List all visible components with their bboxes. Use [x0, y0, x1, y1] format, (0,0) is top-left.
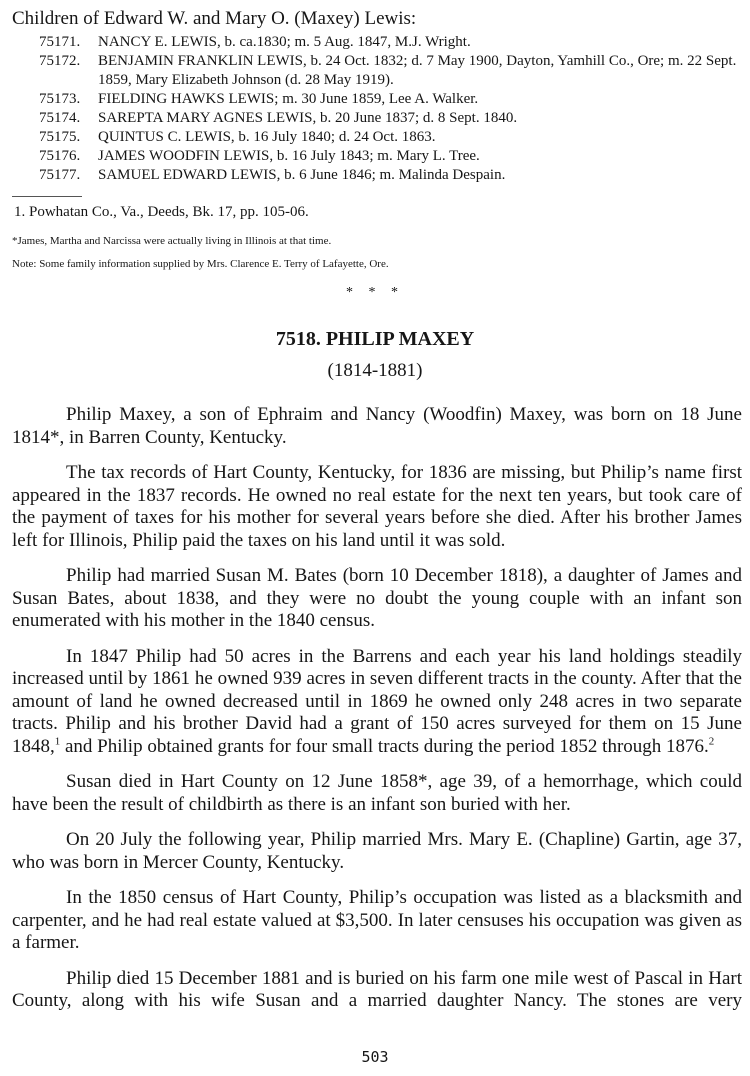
footnote-ref: 2	[708, 735, 715, 748]
paragraph: Susan died in Hart County on 12 June 1858*, age 39, of a hemorrhage, which could have been the result of childbirth as there is an infant son buried with her.	[12, 771, 742, 815]
footnote: 1. Powhatan Co., Va., Deeds, Bk. 17, pp. 105-06.	[14, 204, 309, 220]
child-text: FIELDING HAWKS LEWIS; m. 30 June 1859, Lee A. Walker.	[98, 91, 479, 107]
paragraph: In the 1850 census of Hart County, Philip’s occupation was listed as a blacksmith and carpenter, and he had real estate valued at $3,500. In later censuses his occupation was given as a farmer.	[12, 887, 742, 953]
child-number: 75176.	[39, 148, 81, 164]
footnote-divider	[12, 196, 82, 197]
child-text: SAREPTA MARY AGNES LEWIS, b. 20 June 1837; d. 8 Sept. 1840.	[98, 110, 518, 126]
section-title: 7518. PHILIP MAXEY	[275, 328, 475, 350]
paragraph: Philip Maxey, a son of Ephraim and Nancy (Woodfin) Maxey, was born on 18 June 1814*, in Barren County, Kentucky.	[12, 404, 742, 448]
paragraph: Philip died 15 December 1881 and is buried on his farm one mile west of Pascal in Hart County, along with his wife Susan and a married daughter Nancy. The stones are very	[12, 967, 742, 1011]
paragraph-text: In 1847 Philip had 50 acres in the Barrens and each year his land holdings steadily increased until by 1861 he owned 939 acres in seven different tracts in the county. After that the amount of land he owned decreased until in 1869 he owned only 248 acres in two separate tracts. Philip and his brother David had a grant of 150 acres surveyed for them on 15 June 1848,	[12, 645, 742, 757]
child-number: 75177.	[39, 167, 81, 183]
illinois-note: *James, Martha and Narcissa were actually living in Illinois at that time.	[12, 235, 332, 247]
biography-body	[12, 404, 742, 1026]
footnote-ref: 1	[54, 735, 61, 748]
source-note: Note: Some family information supplied by Mrs. Clarence E. Terry of Lafayette, Ore.	[12, 258, 389, 270]
child-number: 75174.	[39, 110, 81, 126]
paragraph: On 20 July the following year, Philip married Mrs. Mary E. (Chapline) Gartin, age 37, who was born in Mercer County, Kentucky.	[12, 829, 742, 873]
child-text: BENJAMIN FRANKLIN LEWIS, b. 24 Oct. 1832; d. 7 May 1900, Dayton, Yamhill Co., Ore; m. 22 Sept. 1859, Mary Elizabeth Johnson (d. 28 May 1919).	[98, 53, 737, 88]
child-number: 75173.	[39, 91, 81, 107]
section-separator: * * *	[346, 285, 404, 300]
children-heading: Children of Edward W. and Mary O. (Maxey) Lewis:	[12, 8, 417, 29]
paragraph	[12, 646, 742, 759]
child-text: QUINTUS C. LEWIS, b. 16 July 1840; d. 24 Oct. 1863.	[98, 129, 436, 145]
child-text: SAMUEL EDWARD LEWIS, b. 6 June 1846; m. Malinda Despain.	[98, 167, 506, 183]
child-number: 75171.	[39, 34, 81, 50]
paragraph: Philip had married Susan M. Bates (born 10 December 1818), a daughter of James and Susan Bates, about 1838, and they were no doubt the young couple with an infant son enumerated with his mother in the 1840 census.	[12, 565, 742, 631]
paragraph-text: and Philip obtained grants for four small tracts during the period 1852 through 1876.	[60, 735, 709, 757]
child-text: JAMES WOODFIN LEWIS, b. 16 July 1843; m. Mary L. Tree.	[98, 148, 480, 164]
child-number: 75175.	[39, 129, 81, 145]
section-dates: (1814-1881)	[327, 360, 423, 381]
page-number: 503	[361, 1048, 389, 1066]
child-number: 75172.	[39, 53, 81, 69]
paragraph: The tax records of Hart County, Kentucky, for 1836 are missing, but Philip’s name first appeared in the 1837 records. He owned no real estate for the next ten years, but took care of the payment of taxes for his mother for several years before she died. After his brother James left for Illinois, Philip paid the taxes on his land until it was sold.	[12, 462, 742, 551]
child-text: NANCY E. LEWIS, b. ca.1830; m. 5 Aug. 1847, M.J. Wright.	[98, 34, 471, 50]
